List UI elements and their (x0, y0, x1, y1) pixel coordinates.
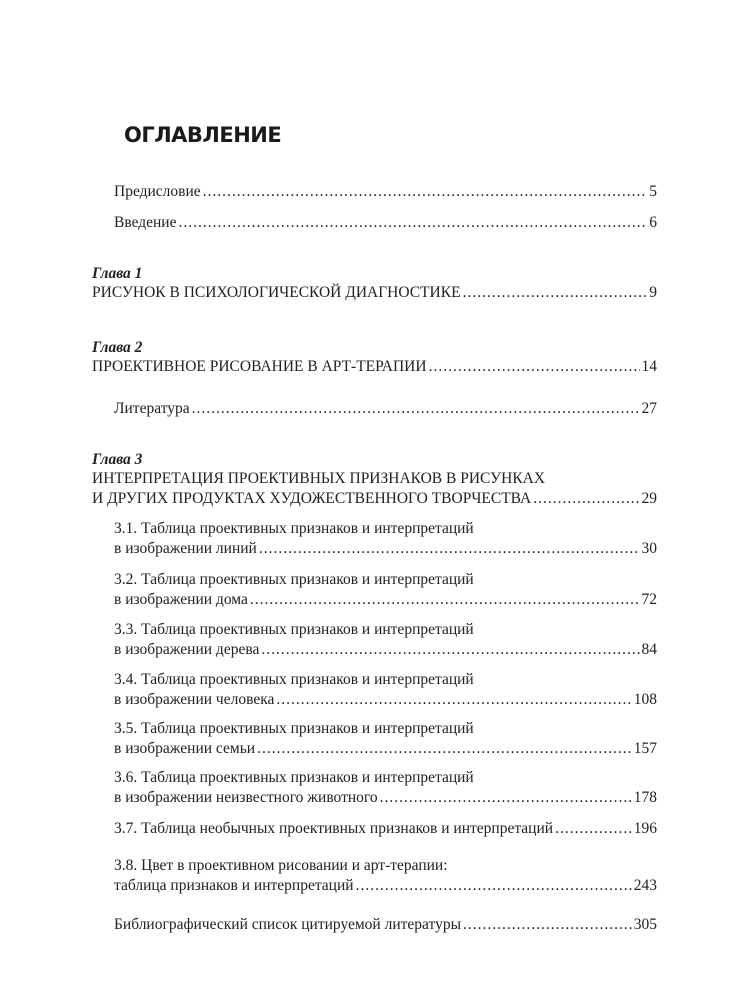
dot-leader (463, 283, 648, 303)
page-number: 14 (641, 358, 657, 375)
toc-entry[interactable] (114, 819, 657, 839)
entry-title: 3.4. Таблица проективных признаков и интерпретаций (114, 671, 474, 688)
dot-leader (429, 357, 640, 377)
entry-title: в изображении семьи (114, 739, 256, 757)
page-number: 243 (633, 876, 657, 894)
entry-title: Литература (114, 400, 190, 417)
dot-leader (257, 739, 632, 759)
entry-title: 3.7. Таблица необычных проективных признаков и интерпретаций (114, 820, 554, 837)
dot-leader (533, 489, 639, 509)
page-title: ОГЛАВЛЕНИЕ (124, 123, 282, 147)
toc-entry[interactable] (114, 182, 657, 202)
toc-entry[interactable] (114, 519, 657, 558)
entry-title: таблица признаков и интерпретаций (114, 876, 354, 894)
entry-title: 3.5. Таблица проективных признаков и интерпретаций (114, 720, 474, 737)
dot-leader (276, 690, 631, 710)
toc-entry[interactable] (114, 915, 657, 935)
entry-title: РИСУНОК В ПСИХОЛОГИЧЕСКОЙ ДИАГНОСТИКЕ (92, 284, 461, 301)
entry-title: в изображении человека (114, 690, 275, 708)
toc-entry[interactable] (114, 670, 657, 709)
dot-leader (261, 640, 639, 660)
page-number: 178 (633, 788, 657, 806)
toc-chapter[interactable] (92, 451, 657, 508)
entry-title: 3.2. Таблица проективных признаков и интерпретаций (114, 571, 474, 588)
entry-title: 3.8. Цвет в проективном рисовании и арт-терапии: (114, 857, 448, 874)
entry-title: в изображении неизвестного животного (114, 788, 378, 806)
page-number: 108 (633, 690, 657, 708)
toc-entry[interactable] (114, 768, 657, 807)
entry-title: Введение (114, 214, 177, 231)
page-number: 30 (641, 539, 657, 557)
chapter-label: Глава 3 (92, 451, 143, 468)
dot-leader (178, 213, 647, 233)
dot-leader (356, 876, 632, 896)
entry-title: ПРОЕКТИВНОЕ РИСОВАНИЕ В АРТ-ТЕРАПИИ (92, 358, 427, 375)
chapter-label: Глава 2 (92, 339, 143, 356)
entry-title: 3.6. Таблица проективных признаков и интерпретаций (114, 769, 474, 786)
entry-title: И ДРУГИХ ПРОДУКТАХ ХУДОЖЕСТВЕННОГО ТВОРЧЕСТВА (92, 489, 532, 507)
entry-title: в изображении дома (114, 590, 248, 608)
entry-title: 3.3. Таблица проективных признаков и интерпретаций (114, 621, 474, 638)
toc-entry[interactable] (114, 570, 657, 609)
toc-chapter[interactable] (92, 265, 657, 303)
toc-entry[interactable] (114, 856, 657, 895)
page-number: 29 (641, 489, 657, 507)
page-number: 84 (641, 640, 657, 658)
page-number: 5 (649, 183, 657, 200)
toc-entry[interactable] (114, 620, 657, 659)
page-number: 9 (649, 284, 657, 301)
entry-title: Библиографический список цитируемой литературы (114, 916, 461, 933)
dot-leader (250, 590, 640, 610)
toc-entry[interactable] (114, 719, 657, 758)
entry-title: в изображении дерева (114, 640, 260, 658)
entry-title: в изображении линий (114, 539, 257, 557)
page-number: 27 (641, 400, 657, 417)
entry-title: Предисловие (114, 183, 201, 200)
entry-title: 3.1. Таблица проективных признаков и интерпретаций (114, 520, 474, 537)
entry-title: ИНТЕРПРЕТАЦИЯ ПРОЕКТИВНЫХ ПРИЗНАКОВ В РИСУНКАХ (92, 470, 546, 487)
dot-leader (203, 182, 648, 202)
page-number: 72 (641, 590, 657, 608)
dot-leader (192, 399, 640, 419)
dot-leader (259, 539, 640, 559)
toc-entry[interactable] (114, 213, 657, 233)
dot-leader (555, 819, 632, 839)
dot-leader (380, 788, 632, 808)
chapter-label: Глава 1 (92, 265, 143, 282)
toc-chapter[interactable] (92, 339, 657, 377)
page-number: 196 (633, 820, 657, 837)
toc-entry[interactable] (114, 399, 657, 419)
page-number: 157 (633, 739, 657, 757)
page-number: 305 (633, 916, 657, 933)
page-number: 6 (649, 214, 657, 231)
dot-leader (463, 915, 632, 935)
